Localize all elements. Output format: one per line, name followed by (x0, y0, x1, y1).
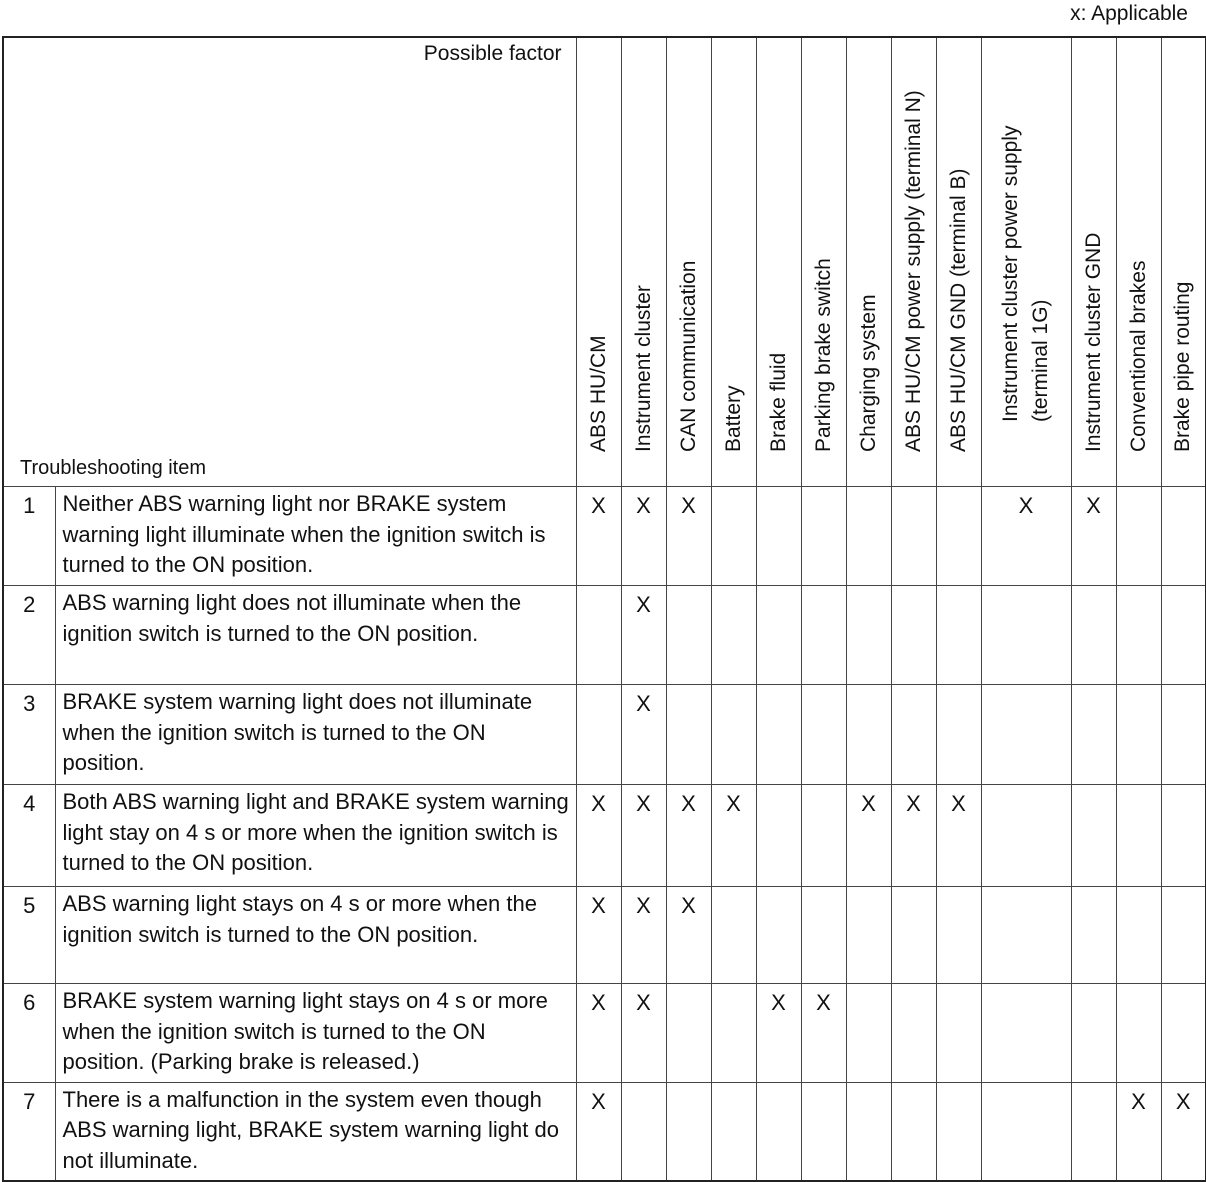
row-description: BRAKE system warning light does not illuminate when the ignition switch is turned to the ON position. (55, 685, 576, 785)
applicable-mark (846, 586, 891, 685)
applicable-mark: X (891, 785, 936, 887)
applicable-mark: X (1116, 1082, 1161, 1181)
applicable-mark: X (576, 887, 621, 984)
factor-label: Instrument cluster GND (1081, 232, 1105, 452)
applicable-mark (1071, 984, 1116, 1083)
applicable-mark (756, 685, 801, 785)
row-number: 5 (3, 887, 55, 984)
table-row (3, 1082, 1206, 1181)
factor-label: Charging system (856, 294, 880, 452)
applicable-mark (1161, 685, 1206, 785)
applicable-mark (711, 984, 756, 1083)
applicable-mark (891, 487, 936, 586)
row-description: ABS warning light does not illuminate when the ignition switch is turned to the ON position. (55, 586, 576, 685)
row-number: 1 (3, 487, 55, 586)
applicable-mark (711, 887, 756, 984)
applicable-mark (1071, 586, 1116, 685)
applicable-mark (1116, 487, 1161, 586)
applicable-mark (711, 1082, 756, 1181)
applicable-mark (936, 487, 981, 586)
applicable-mark (1161, 785, 1206, 887)
table-body (3, 487, 1206, 1182)
applicable-mark (981, 887, 1071, 984)
applicable-mark (1161, 984, 1206, 1083)
legend: x: Applicable (1070, 2, 1188, 25)
factor-header (711, 37, 756, 487)
applicable-mark (891, 984, 936, 1083)
factor-label: Battery (721, 385, 745, 452)
applicable-mark: X (576, 487, 621, 586)
applicable-mark (1116, 887, 1161, 984)
applicable-mark (891, 887, 936, 984)
table-row (3, 785, 1206, 887)
applicable-mark (756, 487, 801, 586)
applicable-mark (1071, 785, 1116, 887)
factor-label: Conventional brakes (1126, 260, 1150, 452)
applicable-mark (801, 586, 846, 685)
applicable-mark (1071, 1082, 1116, 1181)
row-number: 6 (3, 984, 55, 1083)
applicable-mark: X (981, 487, 1071, 586)
factor-header (846, 37, 891, 487)
applicable-mark (756, 586, 801, 685)
troubleshooting-item-label: Troubleshooting item (20, 457, 207, 479)
applicable-mark (891, 586, 936, 685)
applicable-mark (981, 1082, 1071, 1181)
applicable-mark (711, 487, 756, 586)
applicable-mark: X (936, 785, 981, 887)
applicable-mark: X (621, 487, 666, 586)
applicable-mark: X (801, 984, 846, 1083)
applicable-mark (981, 785, 1071, 887)
factor-label: ABS HU/CM power supply (terminal N) (901, 90, 925, 452)
factor-label: Instrument cluster power supply (terminal 1G) (999, 125, 1052, 422)
table-row (3, 487, 1206, 586)
applicable-mark (801, 487, 846, 586)
applicable-mark (1116, 586, 1161, 685)
factor-header (1161, 37, 1206, 487)
row-number: 7 (3, 1082, 55, 1181)
applicable-mark: X (621, 685, 666, 785)
applicable-mark (1071, 887, 1116, 984)
factor-header (801, 37, 846, 487)
applicable-mark (1161, 487, 1206, 586)
applicable-mark: X (1071, 487, 1116, 586)
applicable-mark (846, 487, 891, 586)
applicable-mark: X (846, 785, 891, 887)
table-row (3, 685, 1206, 785)
applicable-mark (891, 1082, 936, 1181)
applicable-mark: X (621, 586, 666, 685)
applicable-mark (936, 586, 981, 685)
applicable-mark (621, 1082, 666, 1181)
table-row (3, 586, 1206, 685)
factor-header (621, 37, 666, 487)
applicable-mark: X (1161, 1082, 1206, 1181)
factor-header (936, 37, 981, 487)
factor-header (576, 37, 621, 487)
applicable-mark (756, 1082, 801, 1181)
applicable-mark (666, 1082, 711, 1181)
row-number: 3 (3, 685, 55, 785)
applicable-mark (891, 685, 936, 785)
row-description: Both ABS warning light and BRAKE system warning light stay on 4 s or more when the ignition switch is turned to the ON position. (55, 785, 576, 887)
applicable-mark (576, 586, 621, 685)
applicable-mark (666, 984, 711, 1083)
applicable-mark: X (621, 785, 666, 887)
factor-label: Instrument cluster (631, 285, 655, 452)
applicable-mark (846, 685, 891, 785)
row-description: There is a malfunction in the system even though ABS warning light, BRAKE system warning light do not illuminate. (55, 1082, 576, 1181)
applicable-mark (936, 984, 981, 1083)
applicable-mark (576, 685, 621, 785)
applicable-mark (846, 887, 891, 984)
applicable-mark: X (621, 887, 666, 984)
applicable-mark (1116, 785, 1161, 887)
factor-header (1116, 37, 1161, 487)
header-corner (3, 37, 576, 487)
factor-header (981, 37, 1071, 487)
factor-label: Brake pipe routing (1171, 281, 1195, 452)
applicable-mark (1161, 586, 1206, 685)
applicable-mark (1116, 984, 1161, 1083)
factor-header (1071, 37, 1116, 487)
applicable-mark (801, 685, 846, 785)
row-number: 4 (3, 785, 55, 887)
factor-header (891, 37, 936, 487)
applicable-mark: X (621, 984, 666, 1083)
applicable-mark (756, 887, 801, 984)
applicable-mark: X (576, 785, 621, 887)
applicable-mark (711, 685, 756, 785)
applicable-mark (846, 1082, 891, 1181)
factor-header (666, 37, 711, 487)
applicable-mark (801, 887, 846, 984)
factor-label: Brake fluid (766, 352, 790, 452)
applicable-mark (801, 1082, 846, 1181)
row-description: Neither ABS warning light nor BRAKE system warning light illuminate when the ignition switch is turned to the ON position. (55, 487, 576, 586)
applicable-mark: X (576, 1082, 621, 1181)
applicable-mark (1161, 887, 1206, 984)
applicable-mark (981, 685, 1071, 785)
applicable-mark: X (666, 887, 711, 984)
applicable-mark (981, 586, 1071, 685)
troubleshooting-table (2, 36, 1206, 1182)
factor-label: ABS HU/CM (586, 335, 610, 452)
row-description: ABS warning light stays on 4 s or more when the ignition switch is turned to the ON position. (55, 887, 576, 984)
applicable-mark (756, 785, 801, 887)
applicable-mark: X (711, 785, 756, 887)
applicable-mark (666, 685, 711, 785)
table-row (3, 887, 1206, 984)
row-number: 2 (3, 586, 55, 685)
applicable-mark (936, 1082, 981, 1181)
factor-label: ABS HU/CM GND (terminal B) (946, 168, 970, 452)
applicable-mark (1116, 685, 1161, 785)
applicable-mark: X (756, 984, 801, 1083)
applicable-mark (666, 586, 711, 685)
factor-header (756, 37, 801, 487)
applicable-mark (846, 984, 891, 1083)
applicable-mark (981, 984, 1071, 1083)
row-description: BRAKE system warning light stays on 4 s or more when the ignition switch is turned to the ON position. (Parking brake is released.) (55, 984, 576, 1083)
header-row (3, 37, 1206, 487)
applicable-mark: X (666, 785, 711, 887)
factor-label: Parking brake switch (811, 258, 835, 452)
applicable-mark (936, 887, 981, 984)
possible-factor-label: Possible factor (423, 42, 562, 65)
applicable-mark (936, 685, 981, 785)
table-row (3, 984, 1206, 1083)
applicable-mark: X (576, 984, 621, 1083)
factor-label: CAN communication (676, 260, 700, 452)
applicable-mark (801, 785, 846, 887)
applicable-mark (711, 586, 756, 685)
applicable-mark (1071, 685, 1116, 785)
applicable-mark: X (666, 487, 711, 586)
